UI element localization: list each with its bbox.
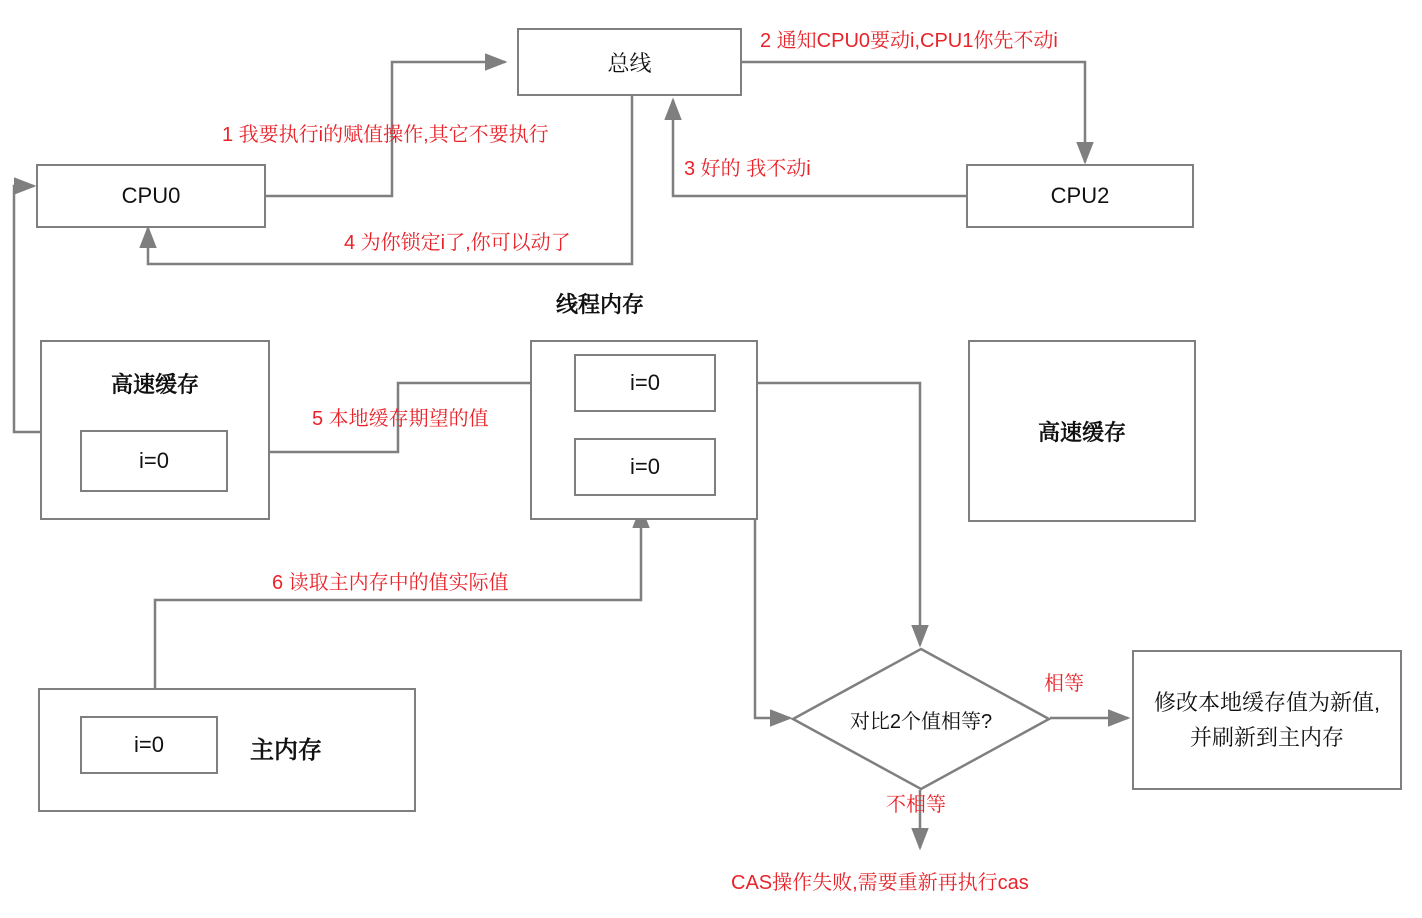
main-memory-value-box — [80, 716, 218, 774]
decision-label: 对比2个值相等? — [849, 710, 993, 733]
cache-right-title: 高速缓存 — [1037, 419, 1126, 445]
main-memory-title: 主内存 — [250, 737, 322, 764]
node-decision — [790, 646, 1052, 792]
annotation-step1: 1 我要执行i的赋值操作,其它不要执行 — [222, 124, 549, 146]
main-memory-value: i=0 — [134, 732, 164, 757]
annotation-step6: 6 读取主内存中的值实际值 — [272, 572, 509, 594]
annotation-fail: CAS操作失败,需要重新再执行cas — [731, 872, 1029, 894]
result-line-2: 并刷新到主内存 — [1189, 725, 1344, 750]
node-cpu2 — [966, 164, 1194, 228]
cache-left-value-box — [80, 430, 228, 492]
thread-value-2: i=0 — [630, 454, 660, 479]
thread-value-box-1 — [574, 354, 716, 412]
node-thread-memory — [530, 340, 758, 520]
annotation-equal: 相等 — [1044, 673, 1084, 695]
thread-memory-title: 线程内存 — [556, 292, 645, 317]
annotation-step2: 2 通知CPU0要动i,CPU1你先不动i — [760, 30, 1058, 52]
result-line-1: 修改本地缓存值为新值, — [1153, 689, 1381, 715]
node-cpu2-label: CPU2 — [1050, 183, 1110, 208]
node-result — [1132, 650, 1402, 790]
node-bus — [517, 28, 742, 96]
cache-left-value: i=0 — [139, 448, 169, 473]
annotation-not-equal: 不相等 — [886, 794, 946, 816]
node-cache-right — [968, 340, 1196, 522]
node-bus-label: 总线 — [607, 50, 652, 76]
cache-left-title: 高速缓存 — [110, 372, 199, 397]
node-cpu0 — [36, 164, 266, 228]
annotation-step4: 4 为你锁定i了,你可以动了 — [344, 232, 571, 254]
annotation-step3: 3 好的 我不动i — [684, 158, 811, 180]
thread-value-box-2 — [574, 438, 716, 496]
node-main-memory — [38, 688, 416, 812]
node-cpu0-label: CPU0 — [121, 183, 181, 208]
annotation-step5: 5 本地缓存期望的值 — [312, 408, 489, 430]
node-cache-left — [40, 340, 270, 520]
thread-value-1: i=0 — [630, 370, 660, 395]
